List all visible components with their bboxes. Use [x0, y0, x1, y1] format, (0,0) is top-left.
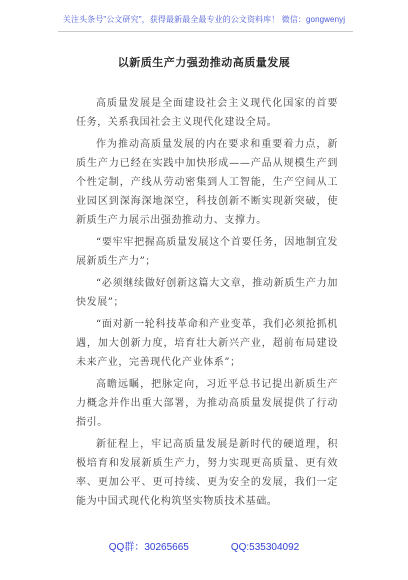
paragraph: 高瞻远瞩，把脉定向，习近平总书记提出新质生产力概念并作出重大部署，为推动高质量发展提供了行动指引。 [76, 379, 338, 428]
header-divider [58, 31, 353, 32]
paragraph: “面对新一轮科技革命和产业变革，我们必须抢抓机遇，加大创新力度，培育壮大新兴产业，超前布局建设未来产业，完善现代化产业体系”； [76, 319, 338, 368]
document-title: 以新质生产力强劲推动高质量发展 [117, 56, 291, 69]
paragraph: 新征程上，牢记高质量发展是新时代的硬道理，积极培育和发展新质生产力，努力实现更高质量、更有效率、更加公平、更可持续、更为安全的发展，我们一定能为中国式现代化构筑坚实物质技术基础。 [76, 439, 338, 507]
document-body [76, 94, 338, 514]
header-promo-text: 关注头条号"公文研究"，获得最新最全最专业的公文资料库！ 微信：gongwenyj [62, 15, 346, 24]
paragraph: 作为推动高质量发展的内在要求和重要着力点，新质生产力已经在实践中加快形成——产品从规模生产到个性定制，产线从劳动密集到人工智能，生产空间从工业园区到深海深地深空，科技创新不断实现新突破，使新质生产力展示出强劲推动力、支撑力。 [76, 139, 338, 226]
footer-qq-contact: QQ:535304092 [230, 542, 300, 553]
paragraph: 高质量发展是全面建设社会主义现代化国家的首要任务，关系我国社会主义现代化建设全局。 [76, 98, 338, 128]
paragraph: “必须继续做好创新这篇大文章，推动新质生产力加快发展”； [76, 278, 338, 308]
footer-contact [0, 538, 408, 553]
footer-qq-group: QQ群：30265665 [108, 542, 189, 553]
paragraph: “要牢牢把握高质量发展这个首要任务，因地制宜发展新质生产力”； [76, 237, 338, 267]
